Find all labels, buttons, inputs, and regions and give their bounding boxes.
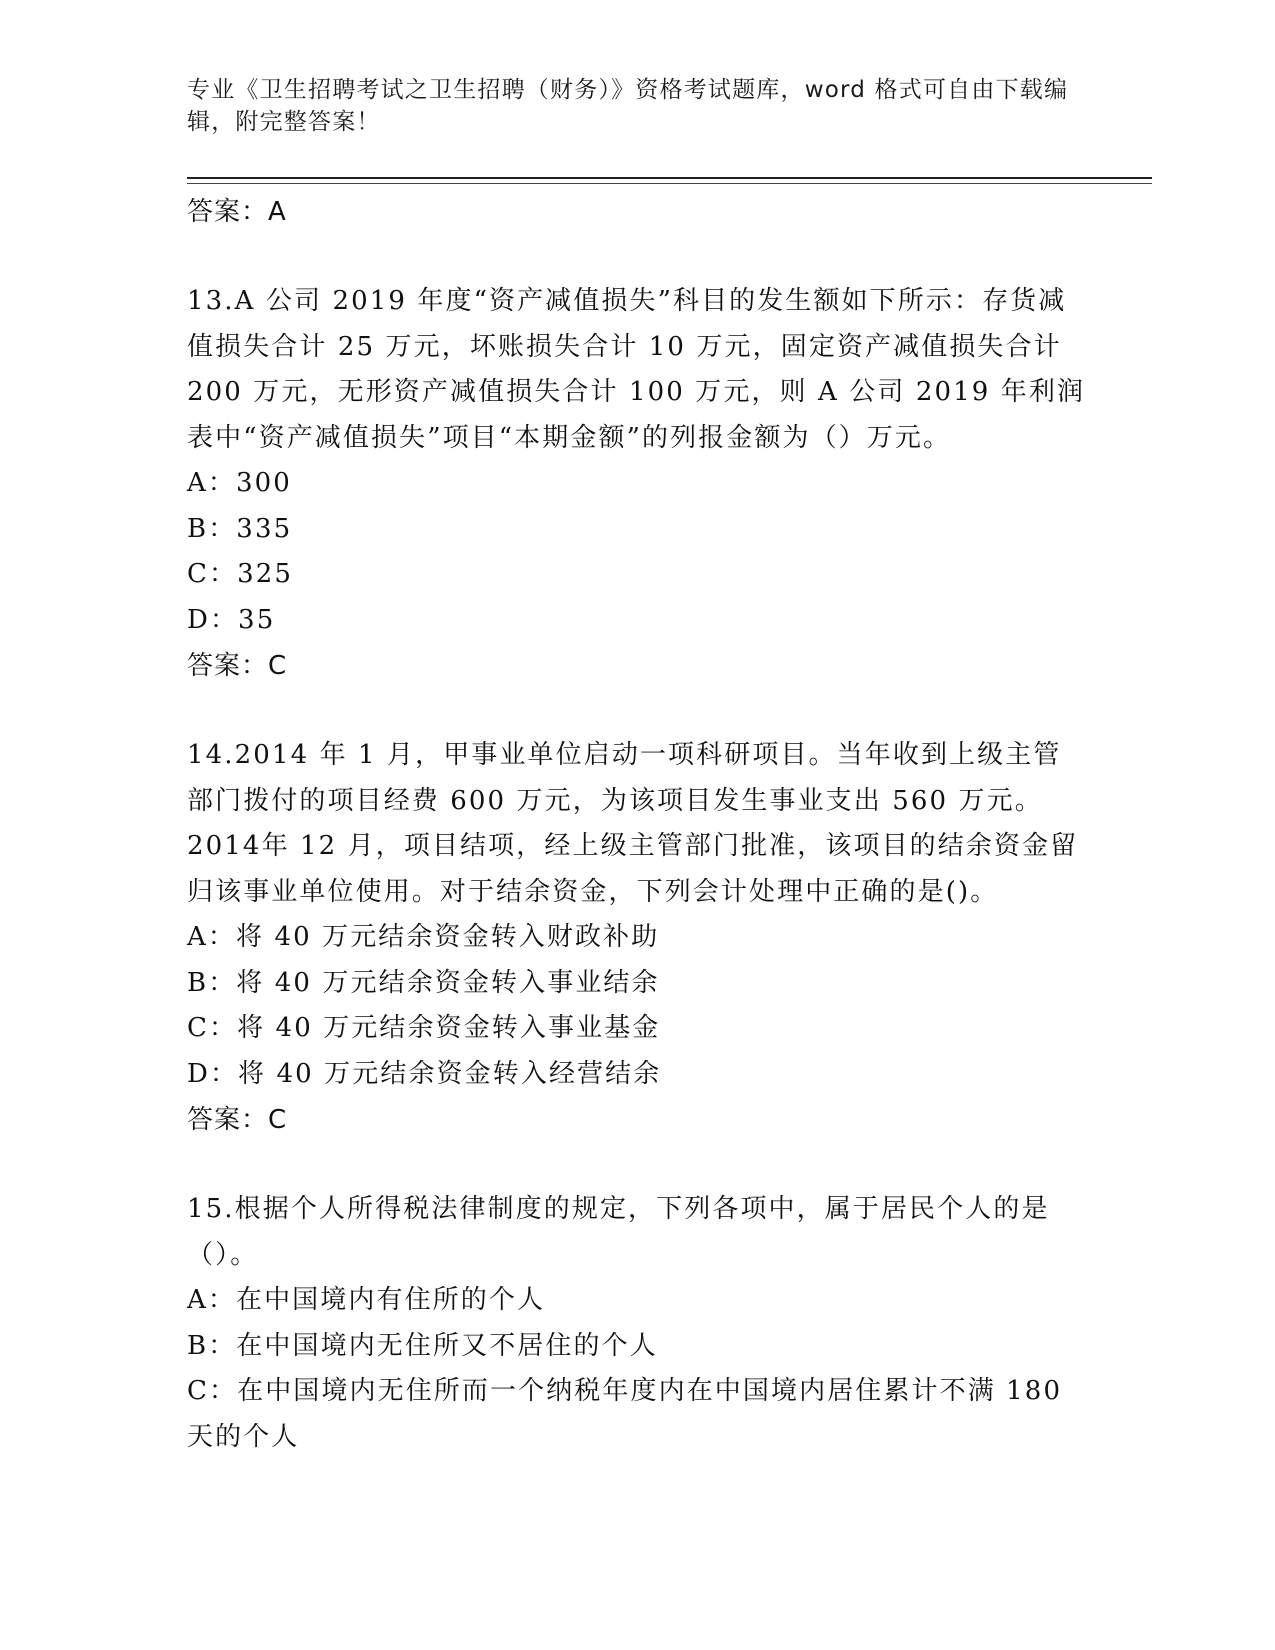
question-14 bbox=[187, 733, 1087, 1143]
option-a: A：300 bbox=[187, 468, 292, 498]
option-b: B：将 40 万元结余资金转入事业结余 bbox=[187, 967, 660, 998]
header-divider-thick bbox=[187, 177, 1152, 179]
header-divider-thin bbox=[187, 183, 1152, 184]
question-13 bbox=[187, 279, 1087, 689]
option-c: C：将 40 万元结余资金转入事业基金 bbox=[187, 1013, 661, 1043]
answer-label: 答案：C bbox=[187, 1105, 288, 1135]
document-header: 专业《卫生招聘考试之卫生招聘（财务）》资格考试题库，word 格式可自由下载编辑，附完整答案！ bbox=[187, 77, 1069, 135]
option-d: D：35 bbox=[187, 604, 276, 635]
document-content bbox=[187, 187, 1087, 1460]
question-15 bbox=[187, 1187, 1087, 1460]
question-text: 13.A 公司 2019 年度“资产减值损失”科目的发生额如下所示：存货减值损失合计 25 万元，坏账损失合计 10 万元，固定资产减值损失合计200 万元，无形资产减值损失合计 100 万元，则 A 公司 2019 年利润表中“资产减值损失”项目“本期金额”的列报金额为（）万元。 bbox=[187, 286, 1086, 453]
question-text: 14.2014 年 1 月，甲事业单位启动一项科研项目。当年收到上级主管部门拨付的项目经费 600 万元，为该项目发生事业支出 560 万元。2014年 12 月，项目结项，经上级主管部门批准，该项目的结余资金留归该事业单位使用。对于结余资金，下列会计处理中正确的是()。 bbox=[187, 740, 1079, 907]
option-b: B：335 bbox=[187, 513, 293, 544]
option-d: D：将 40 万元结余资金转入经营结余 bbox=[187, 1058, 662, 1089]
option-b: B：在中国境内无住所又不居住的个人 bbox=[187, 1330, 658, 1361]
option-c: C：在中国境内无住所而一个纳税年度内在中国境内居住累计不满 180天的个人 bbox=[187, 1376, 1063, 1452]
question-text: 15.根据个人所得税法律制度的规定，下列各项中，属于居民个人的是（）。 bbox=[187, 1194, 1050, 1270]
answer-label: 答案：A bbox=[187, 197, 287, 227]
answer-label: 答案：C bbox=[187, 651, 288, 681]
option-a: A：在中国境内有住所的个人 bbox=[187, 1285, 546, 1315]
option-a: A：将 40 万元结余资金转入财政补助 bbox=[187, 922, 660, 952]
option-c: C：325 bbox=[187, 559, 294, 589]
